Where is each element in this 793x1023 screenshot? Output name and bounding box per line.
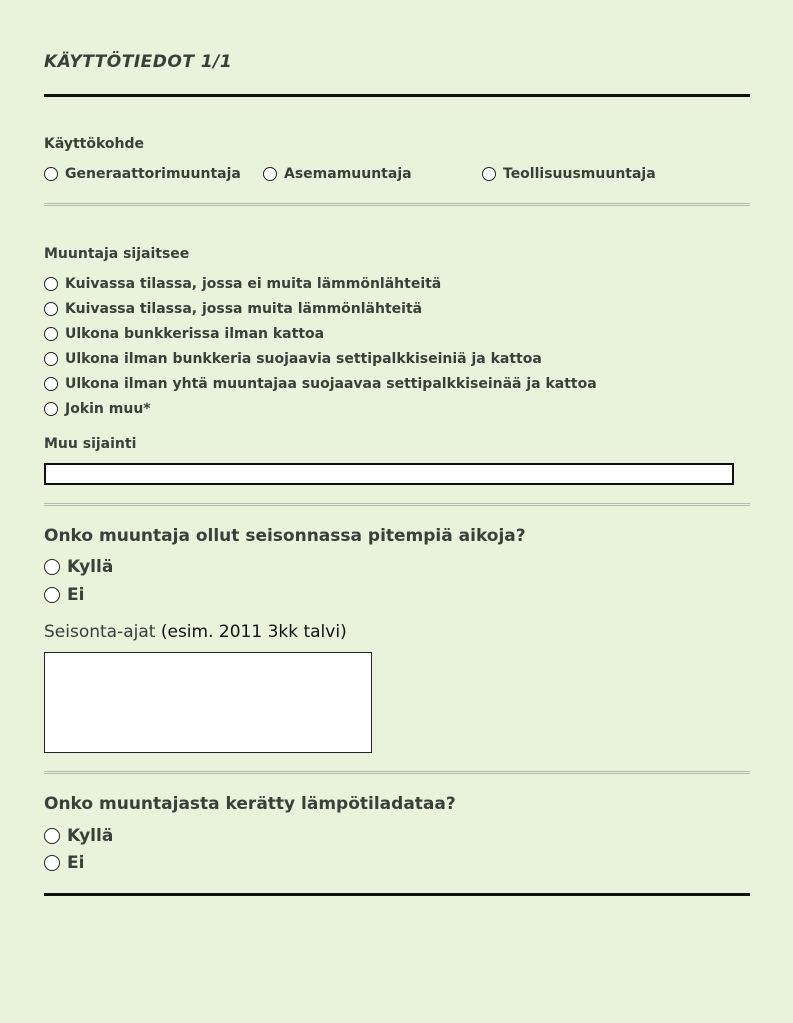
radio-circle-icon[interactable] xyxy=(44,855,60,871)
radio-label: Ulkona ilman yhtä muuntajaa suojaavaa settipalkkiseinää ja kattoa xyxy=(65,376,597,392)
radio-label: Ulkona ilman bunkkeria suojaavia settipalkkiseiniä ja kattoa xyxy=(65,351,542,367)
standstill-times-hint: (esim. 2011 3kk talvi) xyxy=(155,622,347,642)
radio-circle-icon[interactable] xyxy=(44,327,58,341)
radio-circle-icon[interactable] xyxy=(44,377,58,391)
radio-label: Kuivassa tilassa, jossa ei muita lämmönlähteitä xyxy=(65,276,442,292)
usage-target-label: Käyttökohde xyxy=(44,136,145,152)
standstill-times-label xyxy=(44,622,347,642)
radio-label: Kyllä xyxy=(67,826,114,846)
radio-location-option[interactable] xyxy=(44,276,441,292)
radio-temperature-yes[interactable] xyxy=(44,826,113,846)
radio-label: Jokin muu* xyxy=(65,401,151,417)
standstill-times-label-text: Seisonta-ajat xyxy=(44,622,156,642)
section-divider xyxy=(44,203,750,206)
radio-circle-icon[interactable] xyxy=(44,587,60,603)
section-divider xyxy=(44,503,750,506)
radio-asemamuuntaja[interactable] xyxy=(263,166,412,182)
radio-temperature-no[interactable] xyxy=(44,853,84,873)
radio-standstill-yes[interactable] xyxy=(44,557,113,577)
temperature-data-question: Onko muuntajasta kerätty lämpötiladataa? xyxy=(44,794,456,814)
radio-circle-icon[interactable] xyxy=(44,559,60,575)
radio-location-other[interactable] xyxy=(44,401,151,417)
radio-label: Asemamuuntaja xyxy=(284,166,412,182)
radio-location-option[interactable] xyxy=(44,376,597,392)
section-divider xyxy=(44,771,750,774)
radio-location-option[interactable] xyxy=(44,326,324,342)
radio-label: Ei xyxy=(67,853,85,873)
radio-circle-icon[interactable] xyxy=(44,302,58,316)
radio-circle-icon[interactable] xyxy=(44,828,60,844)
radio-circle-icon[interactable] xyxy=(44,352,58,366)
radio-location-option[interactable] xyxy=(44,301,422,317)
other-location-input[interactable] xyxy=(44,463,734,485)
radio-teollisuusmuuntaja[interactable] xyxy=(482,166,656,182)
radio-label: Teollisuusmuuntaja xyxy=(503,166,656,182)
top-divider xyxy=(44,94,750,97)
location-label: Muuntaja sijaitsee xyxy=(44,246,190,262)
other-location-label: Muu sijainti xyxy=(44,436,137,452)
radio-standstill-no[interactable] xyxy=(44,585,84,605)
radio-label: Generaattorimuuntaja xyxy=(65,166,241,182)
radio-circle-icon[interactable] xyxy=(482,167,496,181)
radio-circle-icon[interactable] xyxy=(44,277,58,291)
page-title: KÄYTTÖTIEDOT 1/1 xyxy=(44,52,233,72)
radio-label: Ulkona bunkkerissa ilman kattoa xyxy=(65,326,325,342)
standstill-question: Onko muuntaja ollut seisonnassa pitempiä aikoja? xyxy=(44,526,526,546)
bottom-divider xyxy=(44,893,750,896)
radio-label: Kuivassa tilassa, jossa muita lämmönlähteitä xyxy=(65,301,423,317)
radio-label: Kyllä xyxy=(67,557,114,577)
radio-circle-icon[interactable] xyxy=(44,167,58,181)
radio-location-option[interactable] xyxy=(44,351,542,367)
standstill-times-textarea[interactable] xyxy=(44,652,372,753)
radio-generaattorimuuntaja[interactable] xyxy=(44,166,241,182)
radio-circle-icon[interactable] xyxy=(263,167,277,181)
radio-label: Ei xyxy=(67,585,85,605)
radio-circle-icon[interactable] xyxy=(44,402,58,416)
